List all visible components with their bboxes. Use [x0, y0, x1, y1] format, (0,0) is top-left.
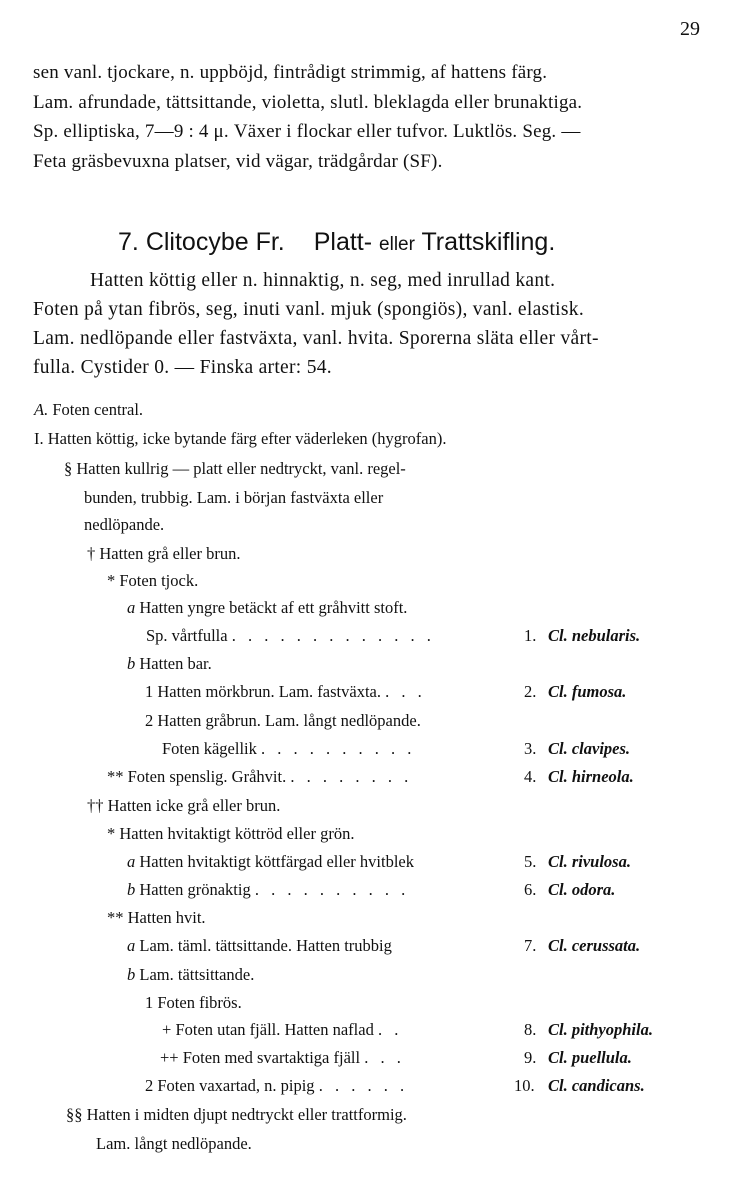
key-line: †† Hatten icke grå eller brun.	[87, 796, 281, 815]
key-line: † Hatten grå eller brun.	[87, 544, 241, 563]
key-line: b Lam. tättsittande.	[127, 965, 255, 984]
species-name: Cl. cerussata.	[548, 936, 641, 955]
key-line: b Hatten bar.	[127, 654, 212, 673]
description-line: fulla. Cystider 0. — Finska arter: 54.	[33, 357, 332, 378]
key-line: bunden, trubbig. Lam. i början fastväxta eller	[84, 488, 384, 507]
key-line: b Hatten grönaktig . . . . . . . . . .	[127, 880, 410, 899]
genus-author: Fr.	[255, 228, 285, 256]
genus-or: eller	[379, 234, 415, 255]
key-line: 1 Hatten mörkbrun. Lam. fastväxta. . . .	[145, 682, 426, 701]
species-name: Cl. fumosa.	[548, 682, 627, 701]
key-line: a Lam. täml. tättsittande. Hatten trubbig	[127, 936, 392, 955]
intro-line: Feta gräsbevuxna platser, vid vägar, trädgårdar (SF).	[33, 151, 443, 172]
key-line: a Hatten hvitaktigt köttfärgad eller hvitblek	[127, 852, 414, 871]
key-line: 2 Foten vaxartad, n. pipig . . . . . .	[145, 1076, 409, 1095]
description-line: Lam. nedlöpande eller fastväxta, vanl. hvita. Sporerna släta eller vårt-	[33, 328, 599, 349]
key-line: Foten kägellik . . . . . . . . . .	[162, 739, 416, 758]
description-line: Hatten köttig eller n. hinnaktig, n. seg, med inrullad kant.	[90, 270, 556, 291]
key-line: ** Hatten hvit.	[107, 908, 206, 927]
key-line: § Hatten kullrig — platt eller nedtryckt, vanl. regel-	[64, 459, 406, 478]
key-line: I. Hatten köttig, icke bytande färg efter väderleken (hygrofan).	[34, 429, 447, 448]
genus-common-a: Platt-	[313, 228, 373, 256]
species-number: 4.	[524, 767, 537, 786]
species-number: 3.	[524, 739, 537, 758]
species-number: 2.	[524, 682, 537, 701]
key-line: a Hatten yngre betäckt af ett gråhvitt stoft.	[127, 598, 408, 617]
page-number: 29	[680, 18, 700, 40]
key-line: nedlöpande.	[84, 515, 165, 534]
key-line: ++ Foten med svartaktiga fjäll . . .	[160, 1048, 405, 1067]
key-line: 2 Hatten gråbrun. Lam. långt nedlöpande.	[145, 711, 421, 730]
species-number: 6.	[524, 880, 537, 899]
intro-line: Sp. elliptiska, 7—9 : 4 μ. Växer i flockar eller tufvor. Luktlös. Seg. —	[33, 121, 581, 142]
species-number: 8.	[524, 1020, 537, 1039]
key-line: 1 Foten fibrös.	[145, 993, 242, 1012]
species-name: Cl. puellula.	[548, 1048, 632, 1067]
species-number: 7.	[524, 936, 537, 955]
key-line: Sp. vårtfulla . . . . . . . . . . . . .	[146, 626, 435, 645]
species-name: Cl. pithyophila.	[548, 1020, 653, 1039]
key-line: * Foten tjock.	[107, 571, 199, 590]
species-name: Cl. clavipes.	[548, 739, 631, 758]
species-number: 5.	[524, 852, 537, 871]
species-name: Cl. hirneola.	[548, 767, 634, 786]
key-line: + Foten utan fjäll. Hatten naflad . .	[162, 1020, 403, 1039]
key-line: * Hatten hvitaktigt köttröd eller grön.	[107, 824, 355, 843]
genus-number: 7.	[118, 228, 139, 256]
key-line: A. Foten central.	[34, 400, 144, 419]
key-line: Lam. långt nedlöpande.	[96, 1134, 252, 1153]
species-name: Cl. rivulosa.	[548, 852, 631, 871]
intro-line: Lam. afrundade, tättsittande, violetta, slutl. bleklagda eller brunaktiga.	[33, 92, 583, 113]
species-name: Cl. odora.	[548, 880, 616, 899]
key-line: §§ Hatten i midten djupt nedtryckt eller trattformig.	[66, 1105, 407, 1124]
species-number: 10.	[514, 1076, 535, 1095]
intro-line: sen vanl. tjockare, n. uppböjd, fintrådigt strimmig, af hattens färg.	[33, 62, 548, 83]
genus-common-b: Trattskifling.	[421, 228, 556, 256]
genus-name: Clitocybe	[145, 228, 249, 256]
species-name: Cl. candicans.	[548, 1076, 645, 1095]
description-line: Foten på ytan fibrös, seg, inuti vanl. mjuk (spongiös), vanl. elastisk.	[33, 299, 584, 320]
species-number: 1.	[524, 626, 537, 645]
key-line: ** Foten spenslig. Gråhvit. . . . . . . . .	[107, 767, 413, 786]
species-number: 9.	[524, 1048, 537, 1067]
genus-heading	[118, 228, 555, 257]
species-name: Cl. nebularis.	[548, 626, 641, 645]
